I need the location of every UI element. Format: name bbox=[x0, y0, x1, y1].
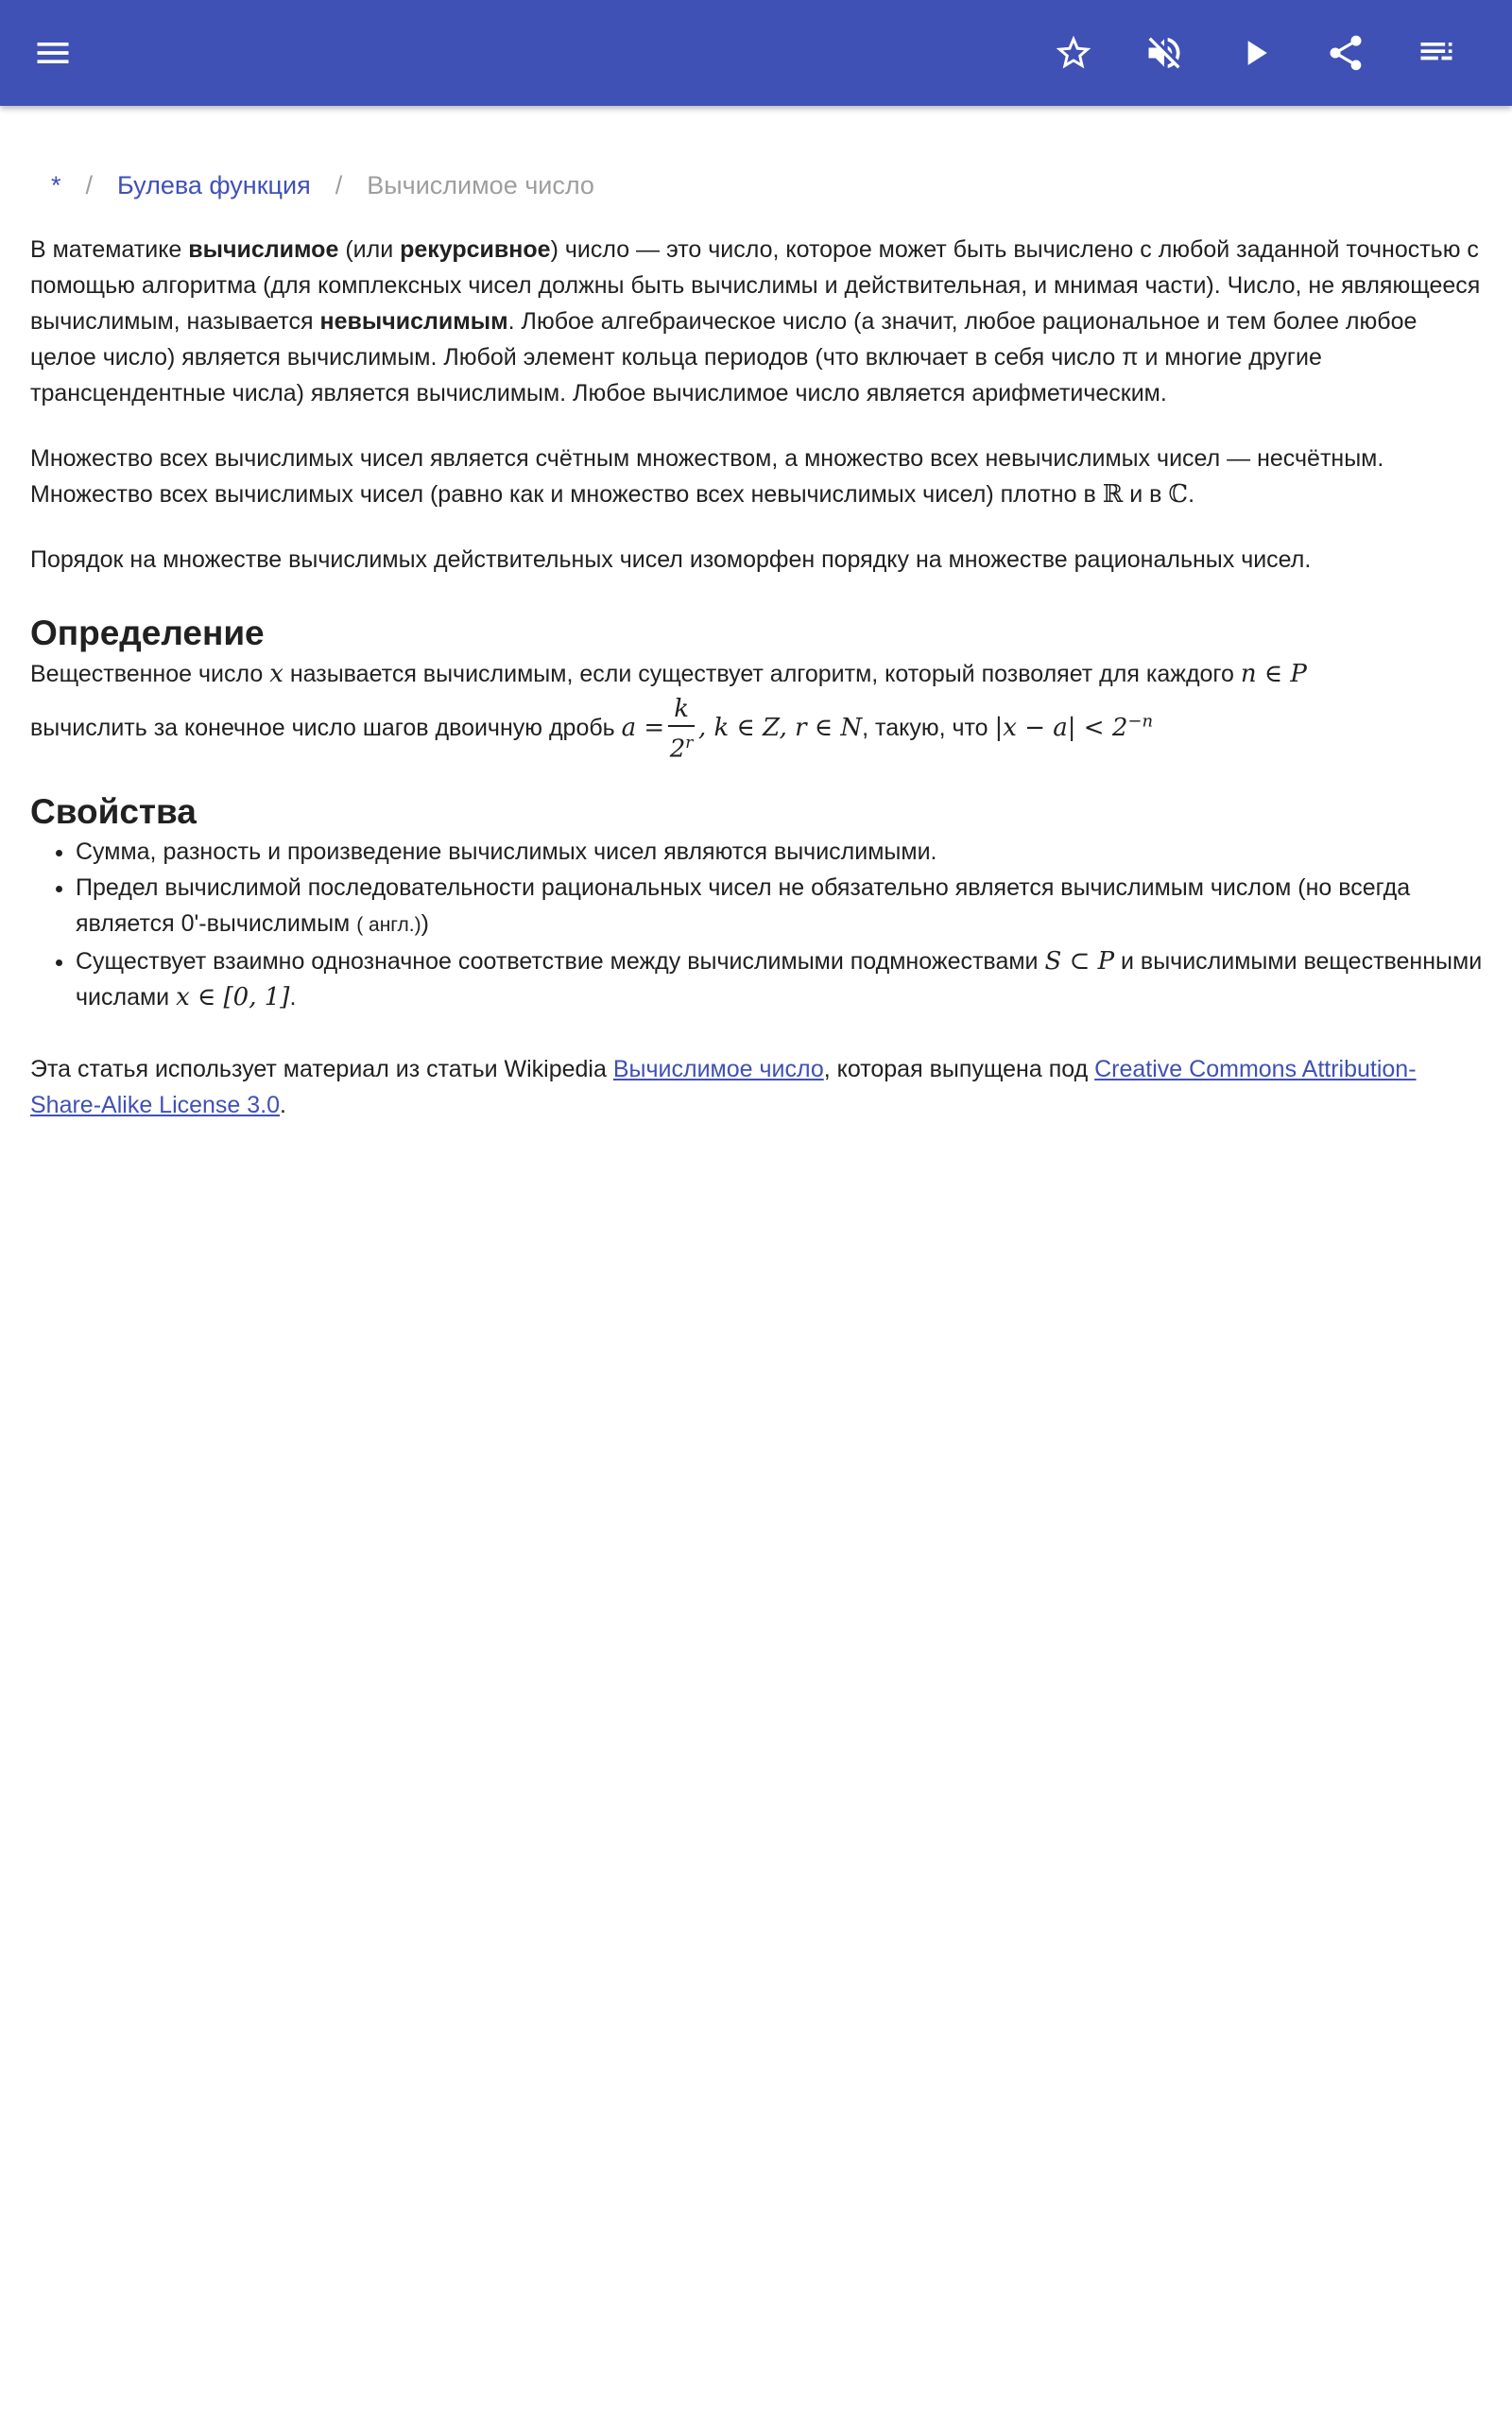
list-item bbox=[76, 943, 1486, 1015]
text: (или bbox=[338, 236, 401, 263]
text: и вычислимыми вещественными числами bbox=[76, 947, 1483, 1011]
volume-off-icon bbox=[1143, 32, 1185, 74]
math-interval: x ∈ [0, 1] bbox=[176, 982, 290, 1011]
text: , которая выпущена под bbox=[823, 1055, 1095, 1082]
bold-term: рекурсивное bbox=[400, 236, 551, 263]
math-fraction bbox=[668, 693, 695, 766]
text: ) bbox=[421, 909, 429, 937]
play-icon bbox=[1234, 32, 1276, 74]
text: Существует взаимно однозначное соответствие между вычислимыми подмножествами bbox=[76, 947, 1045, 975]
source-article-link[interactable]: Вычислимое число bbox=[612, 1055, 824, 1082]
license-paragraph bbox=[30, 1051, 1486, 1123]
bold-term: вычислимое bbox=[188, 236, 339, 263]
breadcrumb-separator: / bbox=[335, 171, 343, 199]
share-button[interactable] bbox=[1315, 23, 1376, 83]
star-outline-icon bbox=[1053, 32, 1094, 74]
license-link[interactable]: Creative Commons Attribution-Share-Alike License 3.0 bbox=[30, 1055, 1417, 1118]
text: Предел вычислимой последовательности рациональных чисел не обязательно является вычислимым числом (но всегда является 0'-вычислимым bbox=[76, 873, 1411, 937]
menu-button[interactable] bbox=[23, 23, 83, 83]
breadcrumb-parent[interactable]: Булева функция bbox=[117, 171, 311, 199]
math-x: x bbox=[269, 660, 284, 688]
math-a-equals: a = bbox=[621, 713, 665, 742]
mute-button[interactable] bbox=[1134, 23, 1194, 83]
app-bar bbox=[0, 0, 1512, 106]
fraction-numerator: k bbox=[668, 693, 695, 727]
sets-paragraph bbox=[30, 441, 1486, 512]
text: вычислить за конечное число шагов двоичную дробь bbox=[30, 714, 622, 741]
breadcrumb-home[interactable]: * bbox=[51, 171, 61, 199]
playlist-icon bbox=[1416, 32, 1457, 74]
math-exponent: −n bbox=[1127, 711, 1154, 732]
math-subset: S ⊂ P bbox=[1044, 946, 1115, 976]
text: . Любое алгебраическое число (а значит, любое рациональное и тем более любое целое число) является вычислимым. Любой элемент кольца периодов (что включает в себя число π и многие другие трансцендентные числа) является вычислимым. Любое вычислимое число является арифметическим. bbox=[30, 308, 1418, 406]
text: Эта статья использует материал из статьи Wikipedia bbox=[30, 1055, 613, 1082]
math-complex: ℂ bbox=[1168, 480, 1189, 509]
list-item bbox=[76, 870, 1486, 943]
bold-term: невычислимым bbox=[319, 308, 508, 335]
breadcrumb-current: Вычислимое число bbox=[367, 171, 594, 199]
math-k-r-domains: , k ∈ Z, r ∈ N bbox=[697, 713, 863, 742]
fraction-exponent: r bbox=[685, 734, 694, 752]
fraction-denominator bbox=[670, 727, 694, 766]
math-n-in-p: n ∈ P bbox=[1240, 660, 1307, 688]
text: ) число — это число, которое может быть вычислено с любой заданной точностью с помощью алгоритма (для комплексных чисел должны быть вычислимы и действительная, и мнимая части). Число, не являющееся вычислимым, называется bbox=[30, 236, 1481, 335]
favorite-button[interactable] bbox=[1043, 23, 1104, 83]
breadcrumb-separator: / bbox=[85, 171, 94, 199]
properties-list bbox=[30, 834, 1486, 1015]
breadcrumb bbox=[51, 168, 1486, 202]
text: . bbox=[280, 1091, 286, 1118]
article-content bbox=[30, 106, 1486, 1123]
text: . bbox=[1188, 481, 1195, 508]
fraction-base: 2 bbox=[669, 735, 686, 764]
text: Множество всех вычислимых чисел является счётным множеством, а множество всех невычислимых чисел — несчётным. Множество всех вычислимых чисел (равно как и множество всех невычислимых чисел) плотно в bbox=[30, 445, 1384, 508]
play-button[interactable] bbox=[1225, 23, 1285, 83]
text: называется вычислимым, если существует алгоритм, который позволяет для каждого bbox=[283, 661, 1241, 687]
share-icon bbox=[1325, 32, 1366, 74]
language-note[interactable]: ( англ.) bbox=[356, 913, 421, 936]
section-heading-properties: Свойства bbox=[30, 791, 197, 831]
definition-paragraph bbox=[30, 655, 1486, 766]
order-paragraph: Порядок на множестве вычислимых действительных чисел изоморфен порядку на множестве рациональных чисел. bbox=[30, 546, 1312, 573]
text: . bbox=[289, 983, 297, 1011]
math-reals: ℝ bbox=[1102, 480, 1124, 509]
intro-paragraph bbox=[30, 232, 1486, 411]
list-item: • Сумма, разность и произведение вычислимых чисел являются вычислимыми. bbox=[76, 834, 1486, 870]
menu-icon bbox=[32, 32, 74, 74]
text: и в bbox=[1123, 481, 1169, 508]
text: Вещественное число bbox=[30, 661, 270, 687]
section-heading-definition: Определение bbox=[30, 614, 265, 652]
text: , такую, что bbox=[862, 714, 995, 741]
text: В математике bbox=[30, 236, 189, 263]
math-inequality: |x − a| < 2 bbox=[994, 713, 1128, 742]
contents-button[interactable] bbox=[1406, 23, 1467, 83]
